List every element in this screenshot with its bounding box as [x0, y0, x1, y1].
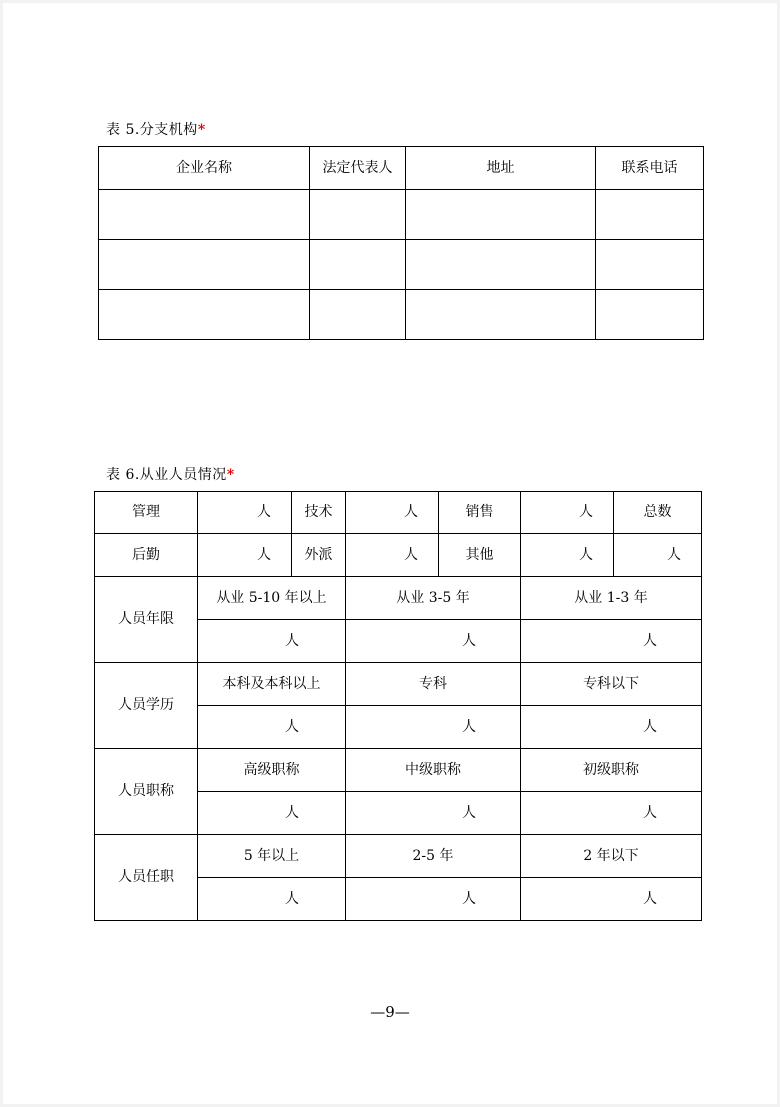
count-cell[interactable]: 人: [346, 706, 521, 749]
empty-cell[interactable]: [596, 190, 704, 240]
empty-cell[interactable]: [406, 290, 596, 340]
group-label-title: 人员职称: [95, 749, 198, 835]
label-logistics: 后勤: [95, 534, 198, 577]
empty-cell[interactable]: [406, 190, 596, 240]
table5-caption-text: 表 5.分支机构: [106, 122, 198, 138]
table-row: [95, 663, 702, 706]
count-cell[interactable]: 人: [521, 792, 702, 835]
count-cell[interactable]: 人: [346, 620, 521, 663]
col-header: 专科以下: [521, 663, 702, 706]
header-phone: 联系电话: [596, 147, 704, 190]
label-management: 管理: [95, 492, 198, 534]
table-row: [95, 835, 702, 878]
label-technical: 技术: [292, 492, 346, 534]
col-header: 5 年以上: [198, 835, 346, 878]
count-cell[interactable]: 人: [521, 878, 702, 921]
value-other[interactable]: 人: [521, 534, 614, 577]
col-header: 初级职称: [521, 749, 702, 792]
table6-caption-text: 表 6.从业人员情况: [106, 467, 227, 483]
label-total: 总数: [614, 492, 702, 534]
table-row: [95, 577, 702, 620]
label-sales: 销售: [439, 492, 521, 534]
empty-cell[interactable]: [310, 190, 406, 240]
count-cell[interactable]: 人: [521, 620, 702, 663]
col-header: 2 年以下: [521, 835, 702, 878]
table-row: [99, 290, 704, 340]
value-logistics[interactable]: 人: [198, 534, 292, 577]
col-header: 2-5 年: [346, 835, 521, 878]
label-other: 其他: [439, 534, 521, 577]
label-dispatched: 外派: [292, 534, 346, 577]
empty-cell[interactable]: [99, 240, 310, 290]
count-cell[interactable]: 人: [346, 792, 521, 835]
count-cell[interactable]: 人: [198, 706, 346, 749]
count-cell[interactable]: 人: [198, 878, 346, 921]
col-header: 中级职称: [346, 749, 521, 792]
table6-staff: [94, 491, 702, 921]
empty-cell[interactable]: [99, 190, 310, 240]
required-star: *: [226, 467, 235, 483]
table5-header-row: [99, 147, 704, 190]
col-header: 高级职称: [198, 749, 346, 792]
empty-cell[interactable]: [596, 240, 704, 290]
value-total[interactable]: 人: [614, 534, 702, 577]
value-management[interactable]: 人: [198, 492, 292, 534]
header-company-name: 企业名称: [99, 147, 310, 190]
table6-caption: [106, 464, 235, 484]
empty-cell[interactable]: [406, 240, 596, 290]
group-label-years: 人员年限: [95, 577, 198, 663]
col-header: 从业 3-5 年: [346, 577, 521, 620]
count-cell[interactable]: 人: [521, 706, 702, 749]
group-label-education: 人员学历: [95, 663, 198, 749]
count-cell[interactable]: 人: [198, 620, 346, 663]
col-header: 从业 5-10 年以上: [198, 577, 346, 620]
count-cell[interactable]: 人: [346, 878, 521, 921]
table-row: [95, 534, 702, 577]
empty-cell[interactable]: [310, 290, 406, 340]
table-row: [99, 190, 704, 240]
col-header: 从业 1-3 年: [521, 577, 702, 620]
header-legal-rep: 法定代表人: [310, 147, 406, 190]
value-sales[interactable]: 人: [521, 492, 614, 534]
table-row: [99, 240, 704, 290]
value-technical[interactable]: 人: [346, 492, 439, 534]
group-label-tenure: 人员任职: [95, 835, 198, 921]
col-header: 本科及本科以上: [198, 663, 346, 706]
required-star: *: [197, 122, 206, 138]
value-dispatched[interactable]: 人: [346, 534, 439, 577]
empty-cell[interactable]: [310, 240, 406, 290]
document-page: [3, 3, 777, 1104]
header-address: 地址: [406, 147, 596, 190]
col-header: 专科: [346, 663, 521, 706]
page-number: —9—: [370, 1003, 410, 1021]
table-row: [95, 749, 702, 792]
empty-cell[interactable]: [596, 290, 704, 340]
table5-caption: [106, 119, 206, 139]
count-cell[interactable]: 人: [198, 792, 346, 835]
empty-cell[interactable]: [99, 290, 310, 340]
table-row: [95, 492, 702, 534]
table5-branches: [98, 146, 704, 340]
